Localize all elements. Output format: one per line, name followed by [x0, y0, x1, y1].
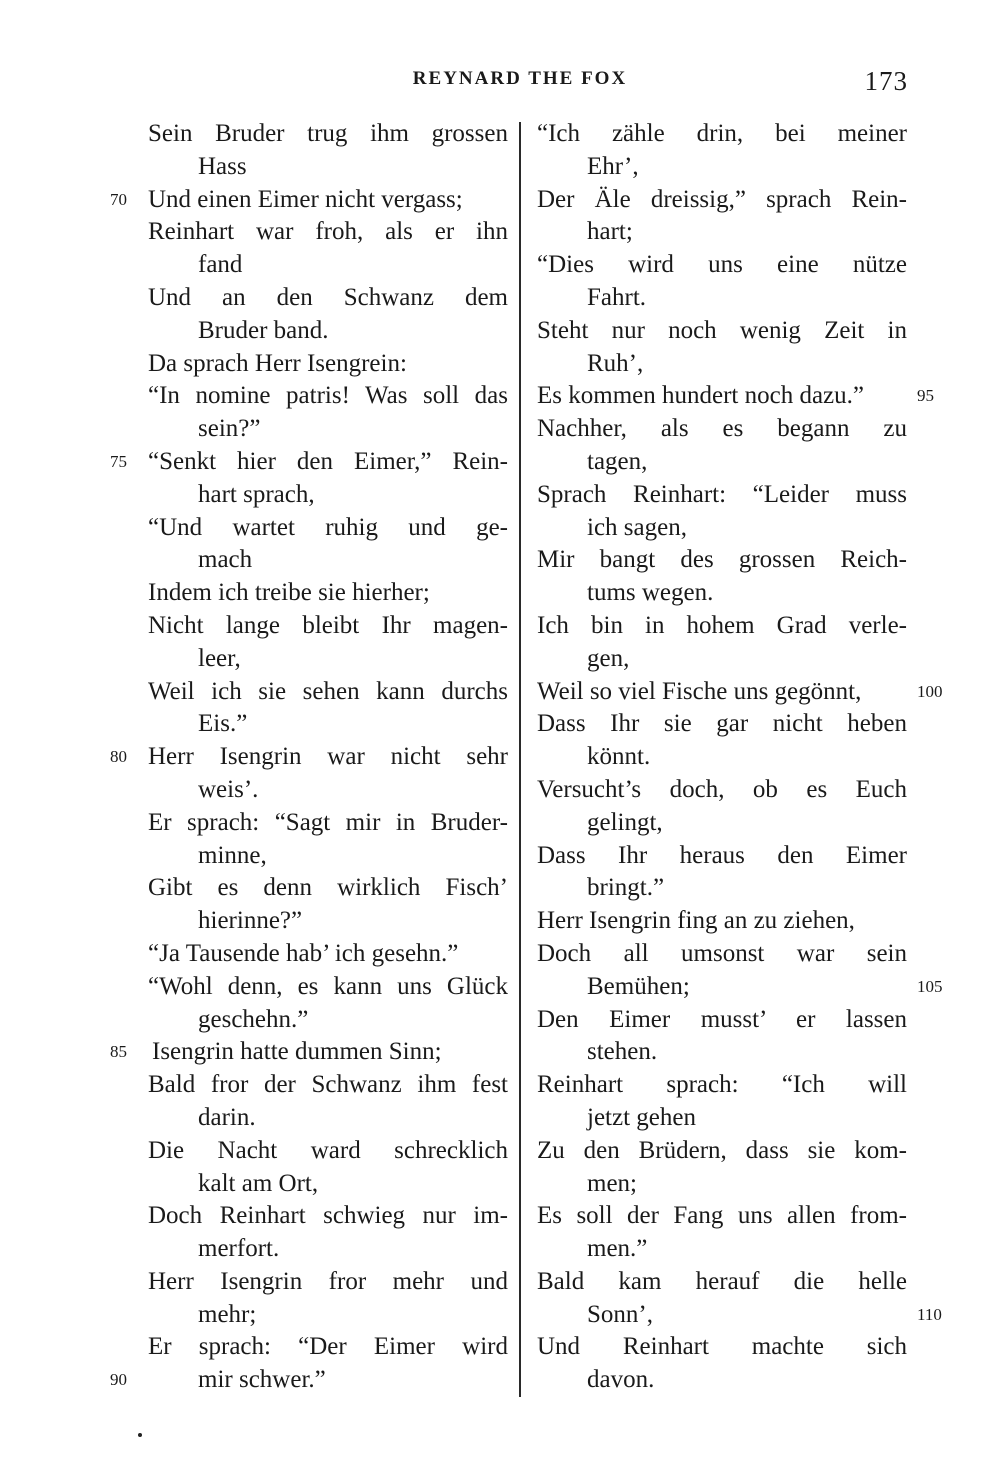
line-number: 105 [917, 976, 943, 996]
verse-line [537, 708, 907, 741]
verse-line-text: Mir bangt des grossen Reich- [537, 546, 907, 574]
line-number: 100 [917, 681, 943, 701]
verse-line-text: Den Eimer musst’ er lassen [537, 1005, 907, 1033]
verse-line-text: mir schwer.” [198, 1366, 326, 1394]
verse-line [537, 544, 907, 577]
verse-line [537, 348, 907, 381]
verse-line-text: Weil so viel Fische uns gegönnt, [537, 677, 862, 705]
verse-line [537, 315, 907, 348]
verse-line [537, 282, 907, 315]
verse-line-text: Sein Bruder trug ihm grossen [148, 120, 508, 147]
verse-line-text: Zu den Brüdern, dass sie kom- [537, 1136, 907, 1164]
verse-line-text: Gibt es denn wirklich Fisch’ [148, 874, 508, 902]
verse-line [537, 643, 907, 676]
line-number: 75 [110, 451, 127, 471]
line-number: 95 [917, 386, 934, 406]
verse-line [537, 1331, 907, 1364]
verse-line-text: Es soll der Fang uns allen from- [537, 1202, 907, 1230]
verse-line-text: Sprach Reinhart: “Leider muss [537, 480, 907, 508]
verse-line-text: tums wegen. [587, 579, 714, 607]
verse-line [148, 216, 508, 249]
verse-line-text: Hass [198, 152, 247, 180]
verse-line [537, 151, 907, 184]
verse-line-text: sein?” [198, 415, 261, 443]
verse-line-text: davon. [587, 1366, 655, 1394]
verse-line-text: Reinhart war froh, als er ihn [148, 218, 508, 246]
verse-line-text: Da sprach Herr Isengrein: [148, 349, 407, 377]
verse-line-text: ich sagen, [587, 513, 687, 541]
verse-line-text: Er sprach: “Der Eimer wird [148, 1333, 508, 1361]
verse-line [537, 479, 907, 512]
verse-line-text: Sonn’, [587, 1300, 653, 1328]
verse-line [537, 184, 907, 217]
verse-line [148, 282, 508, 315]
verse-line [110, 446, 508, 479]
verse-line [148, 249, 508, 282]
verse-line [537, 676, 943, 709]
verse-line-text: merfort. [198, 1235, 280, 1263]
verse-line-text: jetzt gehen [587, 1103, 696, 1131]
verse-line-text: Doch Reinhart schwieg nur im- [148, 1202, 508, 1230]
verse-line-text: Dass Ihr sie gar nicht heben [537, 710, 907, 738]
verse-line-text: “Ich zähle drin, bei meiner [537, 120, 907, 147]
page-number: 173 [864, 66, 908, 96]
verse-line [148, 708, 508, 741]
verse-line-text: Herr Isengrin war nicht sehr [148, 743, 508, 771]
verse-line [537, 118, 907, 151]
verse-line [537, 1102, 907, 1135]
verse-line [537, 249, 907, 282]
verse-line-text: Indem ich treibe sie hierher; [148, 579, 430, 607]
verse-line [148, 151, 508, 184]
verse-line-text: Doch all umsonst war sein [537, 939, 907, 967]
verse-line [148, 807, 508, 840]
verse-line-text: Bruder band. [198, 316, 329, 344]
verse-line [148, 840, 508, 873]
verse-line-text: tagen, [587, 447, 648, 475]
verse-line [148, 348, 508, 381]
verse-line [537, 1135, 907, 1168]
verse-line [148, 872, 508, 905]
verse-line [148, 380, 508, 413]
verse-line-text: Dass Ihr heraus den Eimer [537, 841, 907, 869]
verse-line [148, 1266, 508, 1299]
verse-line-text: Und einen Eimer nicht vergass; [148, 185, 463, 213]
verse-line [537, 774, 907, 807]
verse-line-text: “Ja Tausende hab’ ich gesehn.” [148, 939, 459, 967]
verse-line-text: Er sprach: “Sagt mir in Bruder- [148, 808, 508, 836]
verse-line-text: Und an den Schwanz dem [148, 283, 508, 311]
verse-line [148, 1004, 508, 1037]
verse-line [110, 184, 508, 217]
verse-line-text: könnt. [587, 743, 651, 771]
verse-line [537, 807, 907, 840]
verse-line-text: Nicht lange bleibt Ihr magen- [148, 611, 508, 639]
verse-line [537, 741, 907, 774]
verse-line-text: “Wohl denn, es kann uns Glück [148, 972, 508, 1000]
verse-line-text: Versucht’s doch, ob es Euch [537, 775, 907, 803]
verse-line [537, 1299, 942, 1332]
verse-line-text: Ich bin in hohem Grad verle- [537, 611, 907, 639]
verse-line [148, 971, 508, 1004]
verse-line-text: “Senkt hier den Eimer,” Rein- [148, 447, 508, 475]
verse-line [148, 676, 508, 709]
verse-line-text: men.” [587, 1235, 648, 1263]
verse-line-text: Die Nacht ward schrecklich [148, 1136, 508, 1164]
verse-line [148, 1168, 508, 1201]
verse-line-text: Nachher, als es begann zu [537, 415, 907, 443]
verse-line [148, 544, 508, 577]
verse-line [537, 1266, 907, 1299]
column-divider [519, 122, 521, 1397]
verse-line [537, 610, 907, 643]
verse-line [148, 1299, 508, 1332]
verse-line [148, 1200, 508, 1233]
verse-line-text: Und Reinhart machte sich [537, 1333, 907, 1361]
verse-line [110, 741, 508, 774]
verse-line-text: men; [587, 1169, 637, 1197]
verse-line [148, 938, 508, 971]
verse-line-text: Herr Isengrin fing an zu ziehen, [537, 907, 855, 935]
verse-line-text: Reinhart sprach: “Ich will [537, 1071, 907, 1099]
verse-line [537, 1168, 907, 1201]
verse-line [148, 905, 508, 938]
verse-line-text: “Dies wird uns eine nütze [537, 251, 907, 279]
verse-line-text: stehen. [587, 1038, 658, 1066]
verse-line-text: Fahrt. [587, 283, 647, 311]
stray-ink-dot [138, 1433, 142, 1437]
verse-line-text: hart; [587, 218, 633, 246]
verse-line-text: hart sprach, [198, 480, 315, 508]
verse-line-text: “Und wartet ruhig und ge- [148, 513, 508, 541]
line-number: 80 [110, 747, 127, 767]
verse-line [537, 216, 907, 249]
verse-line [110, 1364, 508, 1397]
line-number: 110 [917, 1304, 942, 1324]
verse-line [148, 1069, 508, 1102]
verse-line-text: kalt am Ort, [198, 1169, 319, 1197]
verse-line-text: Bemühen; [587, 972, 690, 1000]
verse-line-text: Steht nur noch wenig Zeit in [537, 316, 907, 344]
line-number: 90 [110, 1370, 127, 1390]
verse-line [537, 413, 907, 446]
verse-line [537, 1004, 907, 1037]
verse-line [537, 1233, 907, 1266]
verse-line-text: Isengrin hatte dummen Sinn; [152, 1038, 442, 1066]
verse-line-text: minne, [198, 841, 267, 869]
verse-line [537, 971, 943, 1004]
verse-line [148, 1331, 508, 1364]
verse-line-text: fand [198, 251, 243, 279]
verse-line [148, 512, 508, 545]
verse-line-text: gen, [587, 644, 630, 672]
verse-line-text: weis’. [198, 775, 259, 803]
verse-line [537, 1364, 907, 1397]
line-number: 70 [110, 189, 127, 209]
verse-line-text: geschehn.” [198, 1005, 309, 1033]
verse-line [537, 1200, 907, 1233]
verse-line [148, 413, 508, 446]
verse-line [148, 1135, 508, 1168]
line-number: 85 [110, 1042, 127, 1062]
verse-line-text: Der Äle dreissig,” sprach Rein- [537, 185, 907, 213]
verse-line [148, 315, 508, 348]
verse-line [537, 446, 907, 479]
verse-line [148, 1233, 508, 1266]
verse-line-text: mach [198, 546, 253, 574]
verse-line [537, 512, 907, 545]
verse-line-text: hierinne?” [198, 907, 303, 935]
verse-line-text: darin. [198, 1103, 256, 1131]
verse-line-text: bringt.” [587, 874, 665, 902]
running-head: REYNARD THE FOX [412, 68, 628, 89]
verse-line-text: Ehr’, [587, 152, 639, 180]
verse-line [537, 577, 907, 610]
right-verse-column [537, 118, 943, 1397]
verse-line-text: Bald fror der Schwanz ihm fest [148, 1071, 508, 1099]
verse-line [148, 577, 508, 610]
verse-line-text: Bald kam herauf die helle [537, 1267, 907, 1295]
verse-line [537, 1036, 907, 1069]
verse-line [537, 938, 907, 971]
verse-line-text: Eis.” [198, 710, 248, 738]
verse-line [537, 905, 907, 938]
verse-line [148, 1102, 508, 1135]
verse-line [537, 840, 907, 873]
verse-line [148, 118, 508, 151]
verse-line-text: Ruh’, [587, 349, 644, 377]
verse-line [537, 1069, 907, 1102]
verse-line [148, 643, 508, 676]
verse-line-text: mehr; [198, 1300, 257, 1328]
verse-line [148, 610, 508, 643]
verse-line [110, 1036, 508, 1069]
verse-line-text: Weil ich sie sehen kann durchs [148, 677, 508, 705]
verse-line [537, 872, 907, 905]
verse-line-text: Herr Isengrin fror mehr und [148, 1267, 508, 1295]
verse-line-text: Es kommen hundert noch dazu.” [537, 382, 864, 410]
verse-line [148, 774, 508, 807]
verse-line-text: gelingt, [587, 808, 663, 836]
verse-line-text: “In nomine patris! Was soll das [148, 382, 508, 410]
left-verse-column [110, 118, 508, 1397]
verse-line [537, 380, 934, 413]
verse-line-text: leer, [198, 644, 241, 672]
verse-line [148, 479, 508, 512]
